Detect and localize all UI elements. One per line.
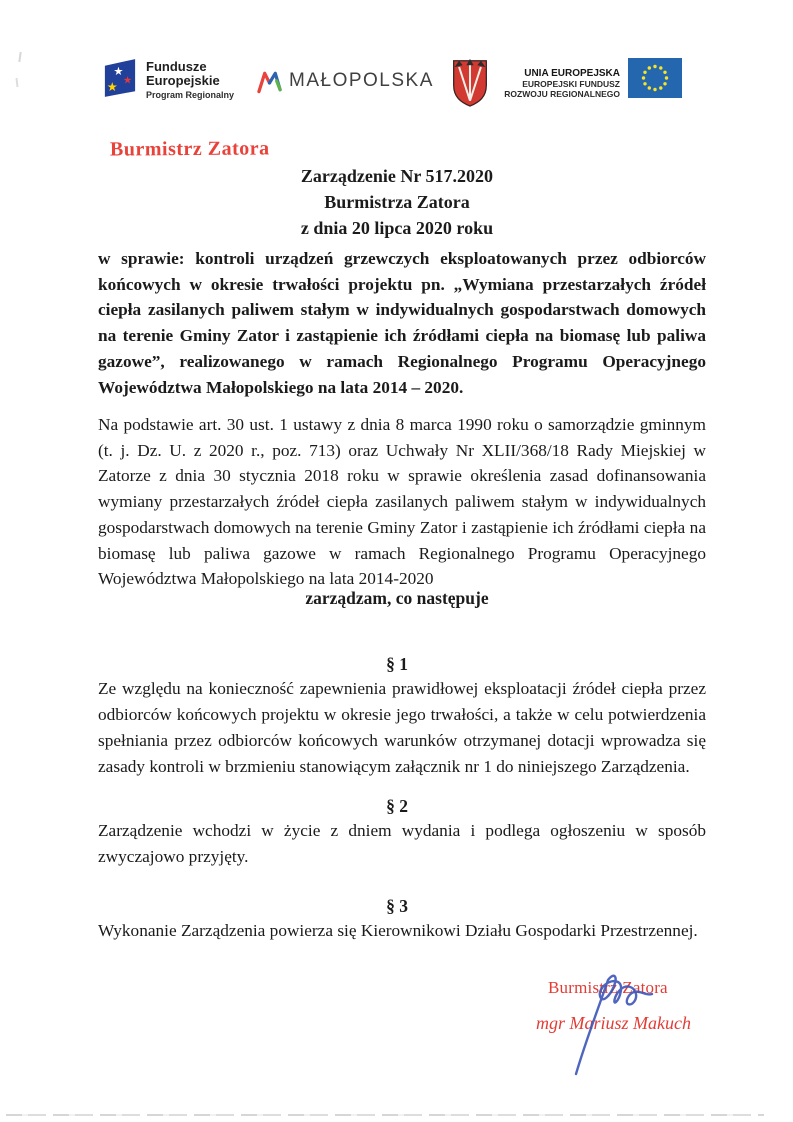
scan-artifact-line (6, 1114, 764, 1116)
handwritten-signature-ink (565, 970, 657, 1082)
title-line-date: z dnia 20 lipca 2020 roku (300, 218, 494, 238)
svg-text:★: ★ (113, 64, 124, 79)
order-heading: zarządzam, co następuje (305, 588, 489, 608)
fundusze-europejskie-flag-icon (103, 57, 137, 99)
subject-paragraph: w sprawie: kontroli urządzeń grzewczych eksploatowanych przez odbiorców końcowych w okresie trwałości projektu pn. „Wymiana przestarzałych źródeł ciepła zasilanych paliwem stałym w indywidualnych gospodarstwach domowych na terenie Gminy Zator i zastąpienie ich źródłami ciepła na biomasę lub paliwa gazowe”, realizowanego w ramach Regionalnego Programu Operacyjnego Województwa Małopolskiego na lata 2014 – 2020. (98, 249, 706, 397)
fundusze-europejskie-text (146, 60, 234, 100)
title-line-number: Zarządzenie Nr 517.2020 (300, 166, 494, 186)
section-3-text: Wykonanie Zarządzenia powierza się Kierownikowi Działu Gospodarki Przestrzennej. (98, 921, 698, 940)
section-1-text: Ze względu na konieczność zapewnienia prawidłowej eksploatacji źródeł ciepła przez odbiorców końcowych projektu w okresie jego trwałości, a także w celu potwierdzenia spełniania przez odbiorców końcowych warunków otrzymanej dotacji wprowadza się zasady kontroli w brzmieniu stanowiącym załącznik nr 1 do niniejszego Zarządzenia. (98, 679, 706, 776)
fe-line3: Program Regionalny (146, 90, 235, 100)
section-3-mark: § 3 (386, 896, 408, 916)
logo-unia-europejska-text (500, 68, 620, 99)
fe-line1: Fundusze (146, 59, 207, 74)
logo-strip (0, 0, 793, 130)
logo-malopolska (257, 68, 434, 94)
logo-fundusze-europejskie (103, 57, 234, 100)
eu-line2: EUROPEJSKI FUNDUSZ (522, 79, 620, 89)
eu-line1: UNIA EUROPEJSKA (524, 68, 620, 79)
svg-text:★: ★ (122, 74, 133, 87)
document-title (92, 163, 702, 241)
svg-text:★: ★ (106, 80, 118, 95)
malopolska-m-icon (257, 68, 282, 94)
signature-stamp-title: Burmistrz Zatora (548, 978, 668, 997)
eu-line3: ROZWOJU REGIONALNEGO (504, 89, 620, 99)
mayor-header-stamp: Burmistrz Zatora (109, 137, 270, 161)
signature-stamp-name: mgr Mariusz Makuch (536, 1013, 691, 1033)
section-2-text: Zarządzenie wchodzi w życie z dniem wydania i podlega ogłoszeniu w sposób zwyczajowo przyjęty. (98, 821, 706, 866)
section-1-mark: § 1 (386, 654, 408, 674)
zator-coat-of-arms-icon (450, 58, 490, 107)
legal-basis-paragraph: Na podstawie art. 30 ust. 1 ustawy z dnia 8 marca 1990 roku o samorządzie gminnym (t. j. Dz. U. z 2020 r., poz. 713) oraz Uchwały Nr XLII/368/18 Rady Miejskiej w Zatorze z dnia 30 stycznia 2018 roku w sprawie określenia zasad dofinansowania wymiany przestarzałych źródeł ciepła zasilanych paliwem stałym w indywidualnych gospodarstwach domowych na terenie Gminy Zator i zastąpienie ich źródłami ciepła na biomasę lub paliwa gazowe w ramach Regionalnego Programu Operacyjnego Województwa Małopolskiego na lata 2014-2020 (98, 415, 706, 589)
title-line-issuer: Burmistrza Zatora (324, 192, 470, 212)
malopolska-label: MAŁOPOLSKA (289, 70, 434, 91)
fe-line2: Europejskie (146, 73, 220, 88)
section-2-mark: § 2 (386, 796, 408, 816)
eu-flag-icon (628, 58, 682, 98)
